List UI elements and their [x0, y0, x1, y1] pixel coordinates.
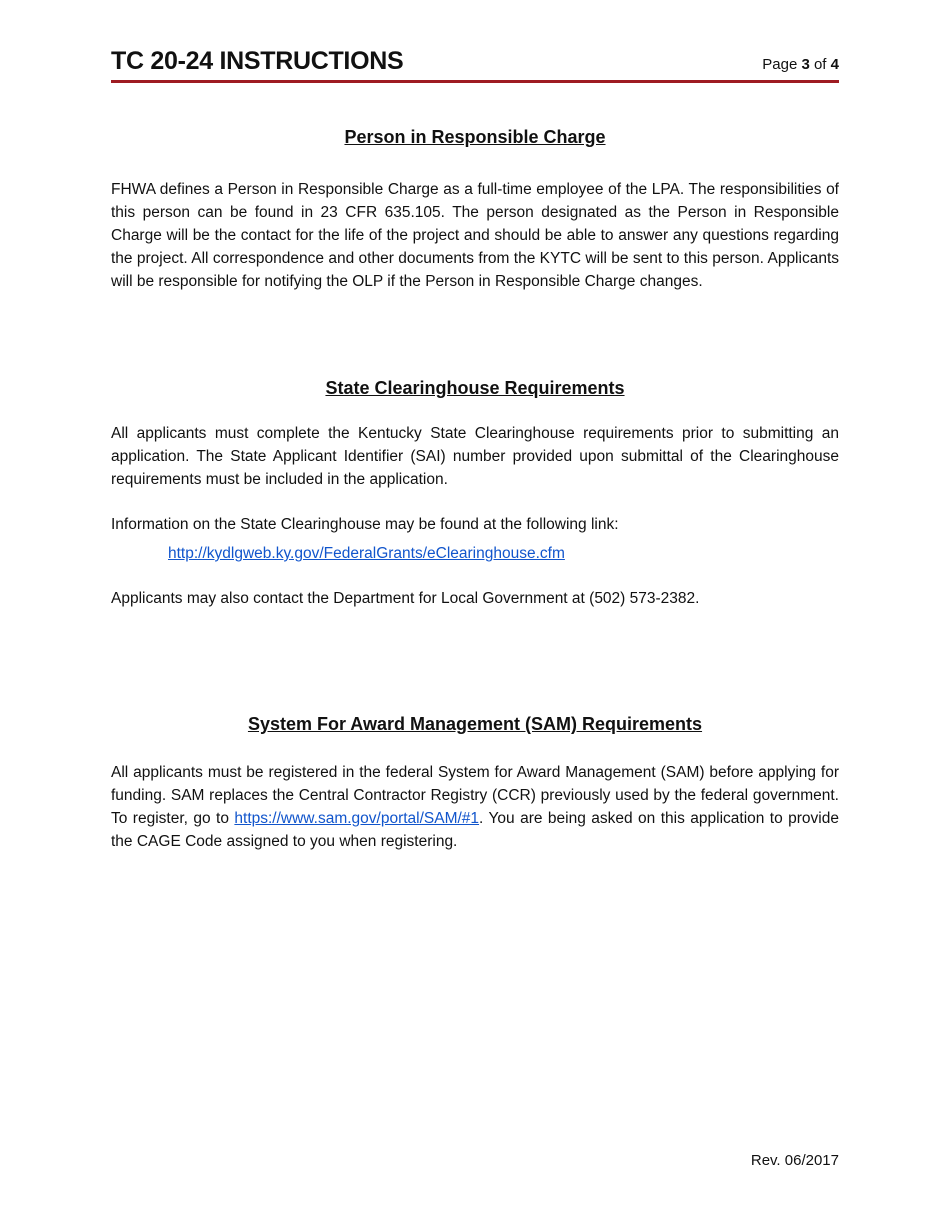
document-title: TC 20-24 INSTRUCTIONS [111, 47, 404, 75]
page-total: 4 [830, 56, 839, 73]
page-header [111, 46, 839, 83]
paragraph-clearinghouse-requirements: All applicants must complete the Kentucky State Clearinghouse requirements prior to submitting an application. The State Applicant Identifier (SAI) number provided upon submittal of the Clearinghouse requirements must be included in the application. [111, 425, 839, 488]
page-current: 3 [801, 56, 810, 73]
page-number [762, 56, 839, 73]
sam-text-after-link: . You are being asked on this application to provide the CAGE Code assigned to you when registering. [111, 810, 839, 850]
sam-text-before-link: All applicants must be registered in the federal System for Award Management (SAM) before applying for funding. SAM replaces the Central Contractor Registry (CCR) previously used by the federal government. To register, go to [111, 764, 839, 827]
paragraph-sam-requirements [111, 761, 839, 853]
page-of: of [809, 56, 831, 73]
paragraph-dlg-contact: Applicants may also contact the Department for Local Government at (502) 573-2382. [111, 590, 700, 607]
paragraph-clearinghouse-info: Information on the State Clearinghouse may be found at the following link: [111, 516, 619, 533]
sam-registration-link[interactable]: https://www.sam.gov/portal/SAM/#1 [234, 810, 480, 827]
clearinghouse-link[interactable]: http://kydlgweb.ky.gov/FederalGrants/eClearinghouse.cfm [168, 545, 565, 562]
heading-sam-requirements: System For Award Management (SAM) Requirements [247, 714, 703, 734]
heading-person-in-responsible-charge: Person in Responsible Charge [344, 127, 606, 147]
revision-footer: Rev. 06/2017 [750, 1152, 839, 1169]
page-prefix: Page [762, 56, 802, 73]
paragraph-person-in-responsible-charge: FHWA defines a Person in Responsible Charge as a full-time employee of the LPA. The responsibilities of this person can be found in 23 CFR 635.105. The person designated as the Person in Responsible Charge will be the contact for the life of the project and should be able to answer any questions regarding the project. All correspondence and other documents from the KYTC will be sent to this person. Applicants will be responsible for notifying the OLP if the Person in Responsible Charge changes. [111, 181, 839, 290]
heading-state-clearinghouse: State Clearinghouse Requirements [325, 378, 625, 398]
